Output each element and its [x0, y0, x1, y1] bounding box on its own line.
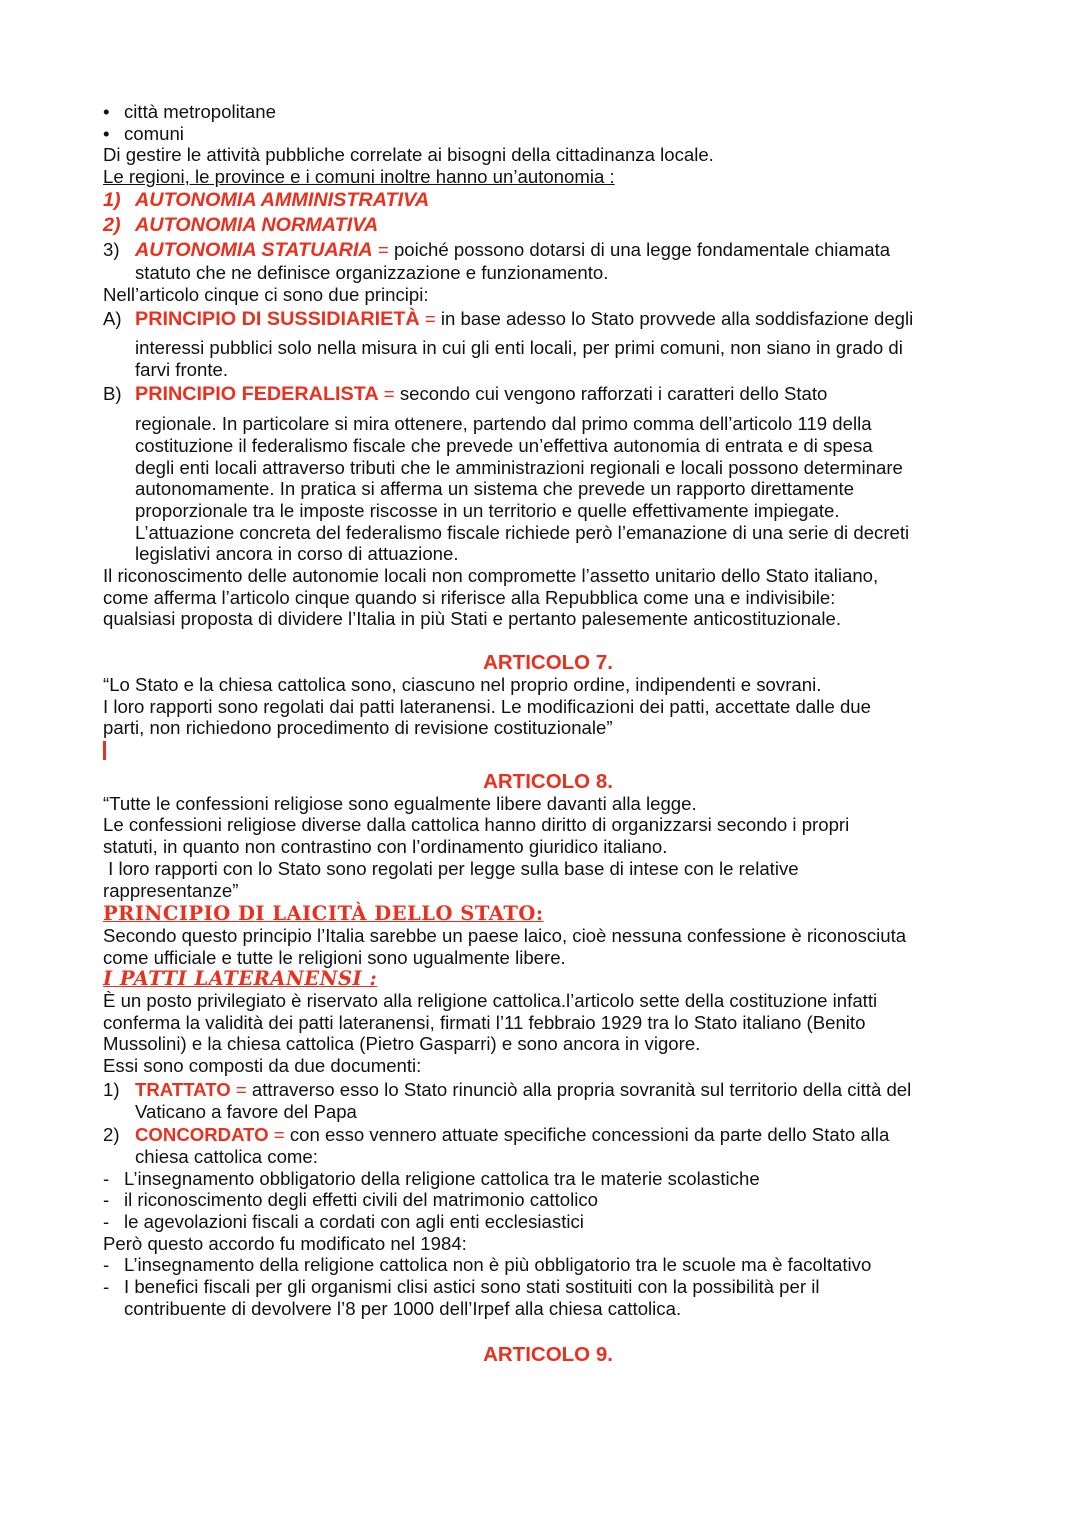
principio-a: A) PRINCIPIO DI SUSSIDIARIETÀ = in base adesso lo Stato provvede alla soddisfazione degli: [103, 308, 914, 331]
autonomia-lead: Le regioni, le province e i comuni inoltre hanno un’autonomia :: [103, 166, 615, 188]
articolo-8-heading: ARTICOLO 8.: [483, 769, 613, 793]
articolo-8-quote: “Tutte le confessioni religiose sono egualmente libere davanti alla legge. Le confessioni religiose diverse dalla cattolica hanno diritto di organizzarsi secondo i propri statuti, in quanto non contrastino con l’ordinamento giuridico italiano. I loro rapporti con lo Stato sono regolati per legge sulla base di intese con le relative rappresentanze”: [103, 792, 850, 901]
modifica-item: - I benefici fiscali per gli organismi clisi astici sono stati sostituiti con la possibilità per il: [103, 1276, 820, 1298]
bullet-icon: •: [103, 122, 110, 144]
concessione-item: - il riconoscimento degli effetti civili del matrimonio cattolico: [103, 1189, 598, 1211]
dash-icon: -: [103, 1189, 110, 1211]
patti-heading: I PATTI LATERANENSI :: [103, 967, 378, 991]
dash-icon: -: [103, 1167, 110, 1189]
modifica-item-cont: contribuente di devolvere l’8 per 1000 dell’Irpef alla chiesa cattolica.: [124, 1297, 682, 1319]
text-cursor: [103, 739, 993, 761]
document-page: [103, 101, 993, 1365]
concessione-item: - L’insegnamento obbligatorio della religione cattolica tra le materie scolastiche: [103, 1167, 760, 1189]
concessione-item: - le agevolazioni fiscali a cordati con agli enti ecclesiastici: [103, 1211, 584, 1233]
bullet-item: • comuni: [103, 122, 184, 144]
conclusione-paragraph: Il riconoscimento delle autonomie locali non compromette l’assetto unitario dello Stato italiano, come afferma l’articolo cinque quando si riferisce alla Repubblica come una e indivisibile: qualsiasi proposta di dividere l’Italia in più Stati e pertanto palesemente anticostituzionale.: [103, 565, 879, 630]
principio-b-body: regionale. In particolare si mira ottenere, partendo dal primo comma dell’articolo 119 della costituzione il federalismo fiscale che prevede un’effettiva autonomia di entrata e di spesa degli enti locali attraverso tributi che le amministrazioni regionali e locali possono determinare autonomamente. In pratica si afferma un sistema che prevede un rapporto direttamente proporzionale tra le imposte riscosse in un territorio e quelle effettivamente impiegate. L’attuazione concreta del federalismo fiscale richiede però l’emanazione di una serie di decreti legislativi ancora in corso di attuazione.: [135, 413, 910, 565]
articolo-9-heading: ARTICOLO 9.: [483, 1342, 613, 1366]
patti-paragraph: È un posto privilegiato è riservato alla religione cattolica.l’articolo sette della costituzione infatti conferma la validità dei patti lateranensi, firmati l’11 febbraio 1929 tra lo Stato italiano (Benito Mussolini) e la chiesa cattolica (Pietro Gasparri) e sono ancora in vigore. Essi sono composti da due documenti:: [103, 990, 878, 1077]
concordato-item: 2) CONCORDATO = con esso vennero attuate specifiche concessioni da parte dello Stato alla: [103, 1124, 890, 1146]
articolo-7-quote: “Lo Stato e la chiesa cattolica sono, ciascuno nel proprio ordine, indipendenti e sovrani. I loro rapporti sono regolati dai patti lateranensi. Le modificazioni dei patti, accettate dalle due parti, non richiedono procedimento di revisione costituzionale”: [103, 673, 871, 739]
dash-icon: -: [103, 1276, 110, 1298]
laicita-heading: PRINCIPIO DI LAICITÀ DELLO STATO:: [103, 902, 544, 926]
autonomia-item-3: 3) AUTONOMIA STATUARIA = poiché possono dotarsi di una legge fondamentale chiamata: [103, 239, 891, 262]
laicita-paragraph: Secondo questo principio l’Italia sarebbe un paese laico, cioè nessuna confessione è riconosciuta come ufficiale e tutte le religioni sono ugualmente libere.: [103, 924, 907, 968]
articolo-7-heading: ARTICOLO 7.: [483, 651, 613, 675]
concordato-item-cont: chiesa cattolica come:: [135, 1145, 318, 1167]
trattato-item: 1) TRATTATO = attraverso esso lo Stato rinunciò alla propria sovranità sul territorio della città del: [103, 1078, 912, 1100]
principio-b: B) PRINCIPIO FEDERALISTA = secondo cui vengono rafforzati i caratteri dello Stato: [103, 383, 828, 406]
modifica-lead: Però questo accordo fu modificato nel 1984:: [103, 1232, 467, 1254]
bullet-item: • città metropolitane: [103, 101, 276, 122]
trattato-item-cont: Vaticano a favore del Papa: [135, 1100, 357, 1122]
principi-lead: Nell’articolo cinque ci sono due principi:: [103, 283, 429, 305]
intro-paragraph: Di gestire le attività pubbliche correlate ai bisogni della cittadinanza locale.: [103, 144, 714, 166]
dash-icon: -: [103, 1211, 110, 1233]
cursor-icon: [103, 741, 106, 760]
dash-icon: -: [103, 1254, 110, 1276]
autonomia-item-2: 2) AUTONOMIA NORMATIVA: [103, 213, 379, 236]
bullet-icon: •: [103, 101, 110, 122]
modifica-item: - L’insegnamento della religione cattolica non è più obbligatorio tra le scuole ma è facoltativo: [103, 1254, 872, 1276]
autonomia-item-3-cont: statuto che ne definisce organizzazione e funzionamento.: [135, 261, 609, 283]
principio-a-body: interessi pubblici solo nella misura in cui gli enti locali, per primi comuni, non siano in grado di farvi fronte.: [135, 337, 903, 380]
autonomia-item-1: 1) AUTONOMIA AMMINISTRATIVA: [103, 188, 430, 211]
